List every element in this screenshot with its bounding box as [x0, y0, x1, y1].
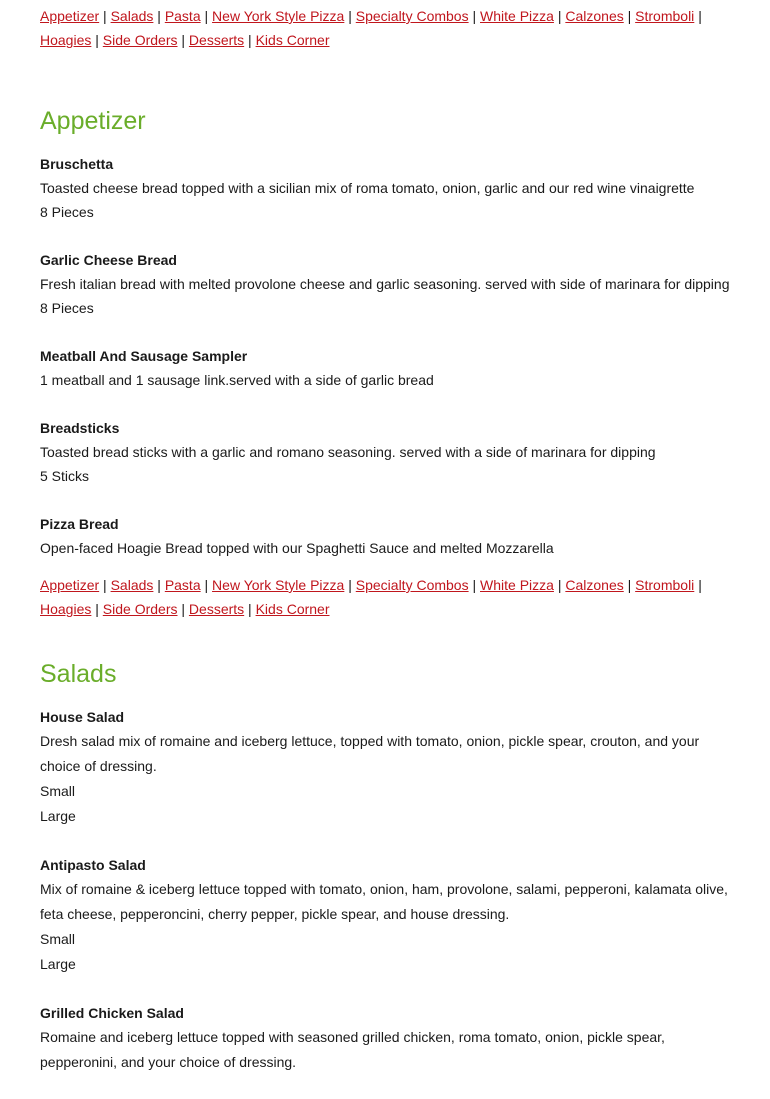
appetizer-items: [40, 152, 740, 584]
nav-mid-link-appetizer[interactable]: Appetizer: [40, 577, 100, 593]
category-nav-mid: [40, 573, 740, 621]
nav-top-link-stromboli[interactable]: Stromboli: [635, 8, 695, 24]
nav-top-link-side-orders[interactable]: Side Orders: [102, 32, 178, 48]
menu-item-name: Pizza Bread: [40, 516, 119, 532]
nav-separator: |: [157, 577, 161, 593]
menu-item-name: Garlic Cheese Bread: [40, 252, 177, 268]
nav-mid-link-side-orders[interactable]: Side Orders: [102, 601, 178, 617]
menu-item-description: Toasted cheese bread topped with a sicilian mix of roma tomato, onion, garlic and our red wine vinaigrette: [40, 180, 695, 196]
nav-mid-link-calzones[interactable]: Calzones: [565, 577, 624, 593]
menu-item: [40, 416, 740, 488]
nav-separator: |: [698, 577, 702, 593]
menu-item-name: Antipasto Salad: [40, 857, 146, 873]
nav-mid-link-hoagies[interactable]: Hoagies: [40, 601, 92, 617]
menu-item-option: Small: [40, 783, 76, 799]
nav-mid-link-new-york-style-pizza[interactable]: New York Style Pizza: [212, 577, 345, 593]
salads-section: [40, 659, 740, 689]
nav-separator: |: [348, 8, 352, 24]
menu-item-name: Breadsticks: [40, 420, 120, 436]
nav-separator: |: [627, 8, 632, 24]
nav-top-link-calzones[interactable]: Calzones: [565, 8, 624, 24]
menu-item-description: Romaine and iceberg lettuce topped with seasoned grilled chicken, roma tomato, onion, pickle spear, pepperonini, and your choice of dressing.: [40, 1029, 665, 1070]
menu-item-description: Toasted bread sticks with a garlic and romano seasoning. served with a side of marinara for dipping: [40, 444, 656, 460]
nav-separator: |: [95, 601, 99, 617]
appetizer-section: [40, 106, 740, 136]
nav-separator: |: [248, 601, 252, 617]
nav-separator: |: [103, 8, 107, 24]
nav-separator: |: [627, 577, 632, 593]
menu-item: [40, 853, 740, 977]
nav-top-link-specialty-combos[interactable]: Specialty Combos: [355, 8, 469, 24]
nav-mid-link-white-pizza[interactable]: White Pizza: [480, 577, 554, 593]
nav-top-link-new-york-style-pizza[interactable]: New York Style Pizza: [212, 8, 345, 24]
nav-top-link-appetizer[interactable]: Appetizer: [40, 8, 100, 24]
section-title-salads: Salads: [40, 660, 117, 688]
nav-top-link-white-pizza[interactable]: White Pizza: [480, 8, 554, 24]
menu-item-option: Small: [40, 931, 76, 947]
nav-separator: |: [181, 601, 186, 617]
menu-item-option: 8 Pieces: [40, 204, 94, 220]
category-nav-top: [40, 4, 740, 52]
nav-top-link-hoagies[interactable]: Hoagies: [40, 32, 92, 48]
nav-separator: |: [472, 8, 477, 24]
nav-separator: |: [557, 577, 562, 593]
menu-item-description: Fresh italian bread with melted provolone cheese and garlic seasoning. served with side of marinara for dipping: [40, 276, 730, 292]
menu-item: [40, 512, 740, 560]
nav-mid-link-salads[interactable]: Salads: [110, 577, 154, 593]
menu-item-option: Large: [40, 808, 76, 824]
menu-item-description: Dresh salad mix of romaine and iceberg lettuce, topped with tomato, onion, pickle spear, crouton, and your choice of dressing.: [40, 733, 700, 774]
nav-top-link-pasta[interactable]: Pasta: [164, 8, 201, 24]
menu-item-description: 1 meatball and 1 sausage link.served with a side of garlic bread: [40, 372, 434, 388]
menu-item-name: Meatball And Sausage Sampler: [40, 348, 248, 364]
nav-separator: |: [557, 8, 562, 24]
nav-mid-link-pasta[interactable]: Pasta: [164, 577, 201, 593]
menu-item-name: Grilled Chicken Salad: [40, 1005, 184, 1021]
nav-top-link-salads[interactable]: Salads: [110, 8, 154, 24]
menu-item-description: Open-faced Hoagie Bread topped with our Spaghetti Sauce and melted Mozzarella: [40, 540, 554, 556]
section-title-appetizer: Appetizer: [40, 107, 146, 135]
nav-top-link-kids-corner[interactable]: Kids Corner: [255, 32, 330, 48]
nav-top-link-desserts[interactable]: Desserts: [188, 32, 245, 48]
menu-item-name: Bruschetta: [40, 156, 114, 172]
menu-item-description: Mix of romaine & iceberg lettuce topped with tomato, onion, ham, provolone, salami, pepperoni, kalamata olive, feta cheese, pepperoncini, cherry pepper, pickle spear, and house dressing.: [40, 881, 728, 922]
menu-item-option: 5 Sticks: [40, 468, 90, 484]
menu-item: [40, 248, 740, 320]
nav-mid-link-kids-corner[interactable]: Kids Corner: [255, 601, 330, 617]
nav-separator: |: [698, 8, 702, 24]
nav-mid-link-specialty-combos[interactable]: Specialty Combos: [355, 577, 469, 593]
nav-separator: |: [348, 577, 352, 593]
salads-items: [40, 705, 740, 1099]
menu-item: [40, 705, 740, 829]
menu-item: [40, 152, 740, 224]
nav-separator: |: [181, 32, 186, 48]
nav-separator: |: [103, 577, 107, 593]
nav-separator: |: [204, 577, 209, 593]
nav-mid-link-stromboli[interactable]: Stromboli: [635, 577, 695, 593]
menu-item: [40, 1001, 740, 1075]
nav-separator: |: [248, 32, 252, 48]
menu-item-option: 8 Pieces: [40, 300, 94, 316]
menu-item: [40, 344, 740, 392]
nav-separator: |: [157, 8, 161, 24]
nav-separator: |: [95, 32, 99, 48]
menu-item-name: House Salad: [40, 709, 125, 725]
nav-separator: |: [204, 8, 209, 24]
menu-item-option: Large: [40, 956, 76, 972]
nav-mid-link-desserts[interactable]: Desserts: [188, 601, 245, 617]
nav-separator: |: [472, 577, 477, 593]
